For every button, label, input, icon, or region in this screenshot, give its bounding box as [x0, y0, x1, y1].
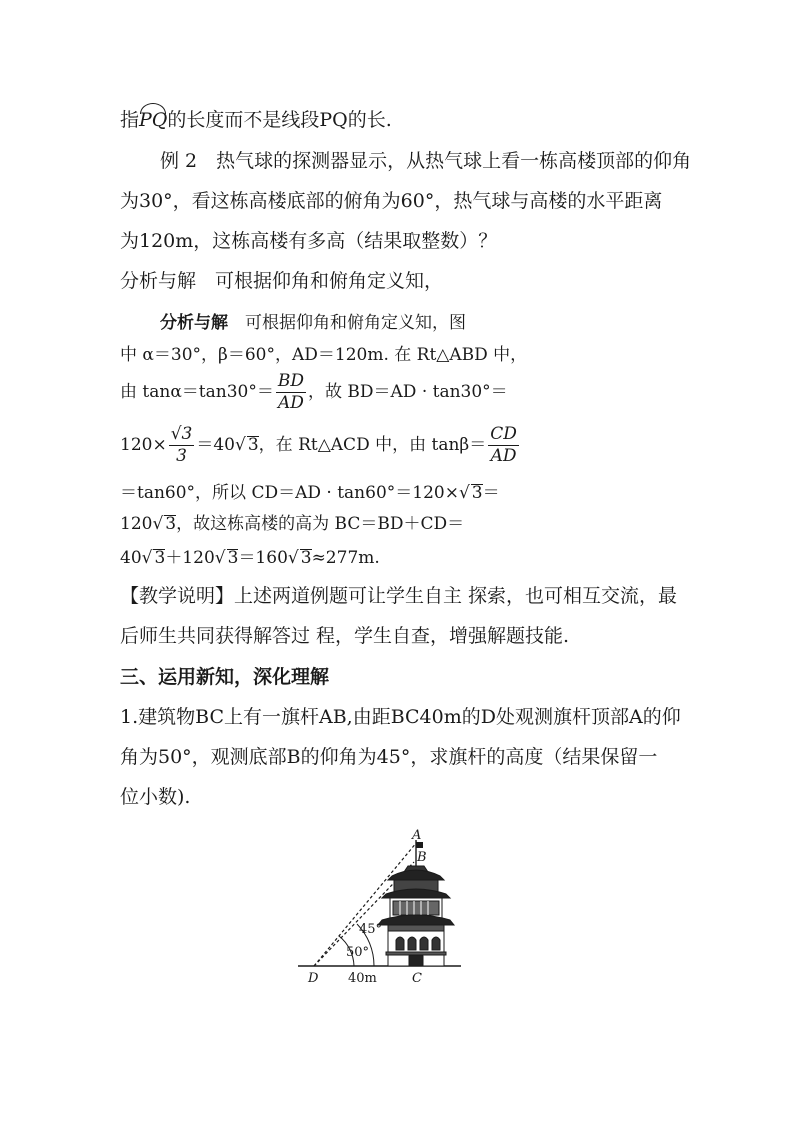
sqrt-sign: √: [287, 548, 299, 568]
fraction-num: √3: [170, 424, 193, 444]
sqrt-radicand: 3: [300, 548, 312, 568]
problem1-line2: 角为50°，观测底部B的仰角为45°，求旗杆的高度（结果保留一: [120, 746, 658, 768]
teaching-line1: 【教学说明】上述两道例题可让学生自主 探索，也可相互交流，最: [120, 585, 678, 607]
teaching-line2: 后师生共同获得解答过 程，学生自查，增强解题技能.: [120, 625, 570, 647]
angle-45-label: 45°: [359, 922, 383, 937]
analysis-intro: 分析与解 可根据仰角和俯角定义知，: [120, 270, 444, 292]
sqrt-sign: √: [458, 483, 470, 503]
arc-pq: PQ: [139, 109, 168, 131]
problem1-line3: 位小数).: [120, 786, 191, 808]
sqrt-radicand: 3: [471, 483, 483, 503]
solution-heading: 分析与解: [160, 313, 228, 333]
fraction-bd-ad: [276, 373, 306, 412]
top-note-suffix: 的长度而不是线段PQ的长.: [167, 109, 392, 131]
label-d: D: [308, 971, 319, 986]
label-c: C: [412, 971, 422, 986]
solution-line2: 中 α＝30°，β＝60°，AD＝120m. 在 Rt△ABD 中，: [120, 345, 528, 365]
building: [378, 866, 454, 966]
sqrt-sign: √: [214, 548, 226, 568]
sqrt-radicand: 3: [227, 548, 239, 568]
solution-line4-b: ＝40: [196, 435, 235, 455]
top-note-prefix: 指: [120, 109, 140, 131]
fraction-cd-ad: [488, 426, 519, 465]
solution-line1-text: 可根据仰角和俯角定义知，图: [228, 313, 466, 333]
solution-line6: [120, 515, 464, 533]
problem1-line1: 1.建筑物BC上有一旗杆AB,由距BC40m的D处观测旗杆顶部A的仰: [120, 706, 681, 728]
solution-line6-b: ，故这栋高楼的高为 BC＝BD＋CD＝: [176, 514, 465, 534]
fraction-num: BD: [277, 371, 304, 391]
building-flagpole-figure: [296, 828, 466, 988]
fraction-den: AD: [277, 393, 304, 413]
sqrt-radicand: 3: [247, 435, 259, 455]
fraction-den: 3: [176, 446, 187, 466]
solution-line6-a: 120: [120, 514, 153, 534]
sqrt-radicand: 3: [154, 548, 166, 568]
solution-line5-b: ＝: [482, 483, 500, 503]
solution-line7-c: ＝160: [238, 548, 288, 568]
solution-line3-b: ，故 BD＝AD · tan30°＝: [307, 382, 508, 402]
solution-line5: [120, 484, 500, 502]
solution-line7-a: 40: [120, 548, 142, 568]
solution-line3: [120, 373, 508, 412]
solution-line7-d: ≈277m.: [311, 548, 380, 568]
solution-line4-c: ，在 Rt△ACD 中，由 tanβ＝: [258, 435, 487, 455]
sqrt-sign: √: [141, 548, 153, 568]
fraction-den: AD: [490, 446, 517, 466]
example2-line3: 为120m，这栋高楼有多高（结果取整数）？: [120, 230, 498, 252]
example2-line1: 例 2 热气球的探测器显示，从热气球上看一栋高楼顶部的仰角: [160, 150, 692, 172]
solution-line4-a: 120×: [120, 435, 167, 455]
solution-line7: [120, 549, 380, 567]
angle-50-label: 50°: [346, 945, 370, 960]
sqrt-radicand: 3: [165, 514, 177, 534]
example2-line2: 为30°，看这栋高楼底部的俯角为60°，热气球与高楼的水平距离: [120, 190, 663, 212]
label-b: B: [417, 850, 427, 865]
solution-line3-a: 由 tanα＝tan30°＝: [120, 382, 274, 402]
solution-line7-b: ＋120: [165, 548, 215, 568]
label-a: A: [412, 828, 422, 843]
solution-line1: [160, 315, 466, 332]
top-note: [120, 111, 392, 130]
sqrt-sign: √: [235, 435, 246, 455]
solution-line4: [120, 426, 521, 465]
sqrt-sign: √: [152, 514, 164, 534]
fraction-sqrt3-3: [169, 426, 195, 465]
solution-line5-a: ＝tan60°，所以 CD＝AD · tan60°＝120×: [120, 483, 459, 503]
distance-label: 40m: [348, 971, 377, 986]
section3-heading: 三、运用新知，深化理解: [120, 666, 330, 688]
fraction-num: CD: [490, 424, 517, 444]
